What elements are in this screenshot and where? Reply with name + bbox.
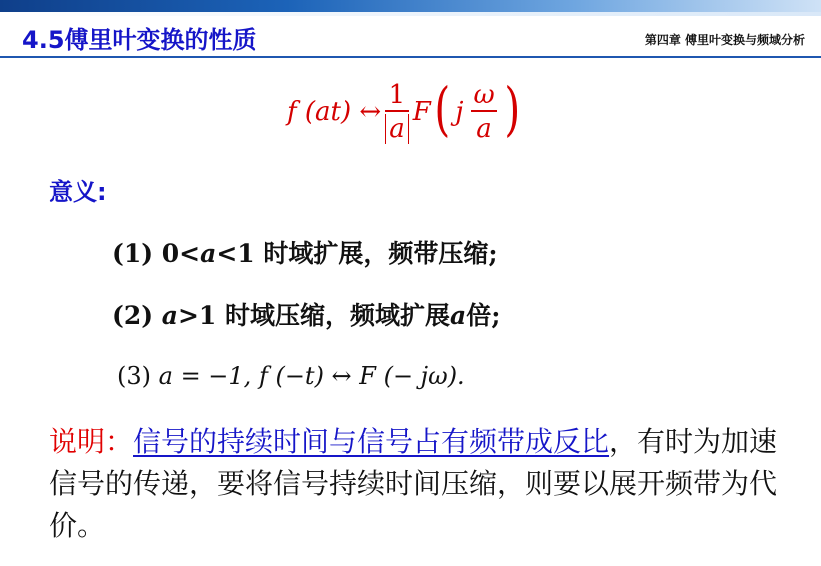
fraction-numerator: 1 [388,80,406,111]
chapter-label: 第四章 傅里叶变换与频域分析 [644,33,805,47]
item1-var: a [200,239,217,268]
note-rest: ，有时为加速信号的传递，要将信号持续时间压缩，则要以展开频带为代价。 [49,425,778,542]
formula-j: j [455,97,464,127]
item2-prefix: (2) [112,301,162,330]
meaning-item-1 [112,234,498,270]
explanation-paragraph [49,421,801,547]
note-label: 说明： [49,425,134,458]
meaning-item-2 [112,296,500,332]
item2-mid: >1 时域压缩，频域扩展 [177,301,451,330]
formula-fraction [385,82,409,142]
formula-F: F [412,97,431,127]
item3-prefix: (3) [117,362,159,390]
inner-fraction [471,82,496,142]
formula-lhs: f (at) ↔ [287,97,382,127]
fraction-denominator: a [385,114,409,144]
item1-prefix: (1) 0< [112,239,201,268]
note-highlight: 信号的持续时间与信号占有频带成反比 [133,425,610,458]
item2-var2: a [450,301,467,330]
item1-suffix: <1 时域扩展，频带压缩; [216,239,498,268]
slide-title: 4.5傅里叶变换的性质 [22,26,257,54]
item3-expression: a = −1, f (−t) ↔ F (− jω). [158,362,465,390]
title-divider [0,56,821,58]
inner-denominator: a [476,113,492,144]
right-paren: ) [504,75,520,143]
item2-var1: a [161,301,178,330]
meaning-heading: 意义: [49,178,107,206]
meaning-item-3 [117,362,465,390]
left-paren: ( [434,75,450,143]
inner-numerator: ω [473,80,495,111]
top-banner [0,0,821,16]
item2-suffix: 倍; [466,301,501,330]
scaling-property-formula [287,72,523,152]
